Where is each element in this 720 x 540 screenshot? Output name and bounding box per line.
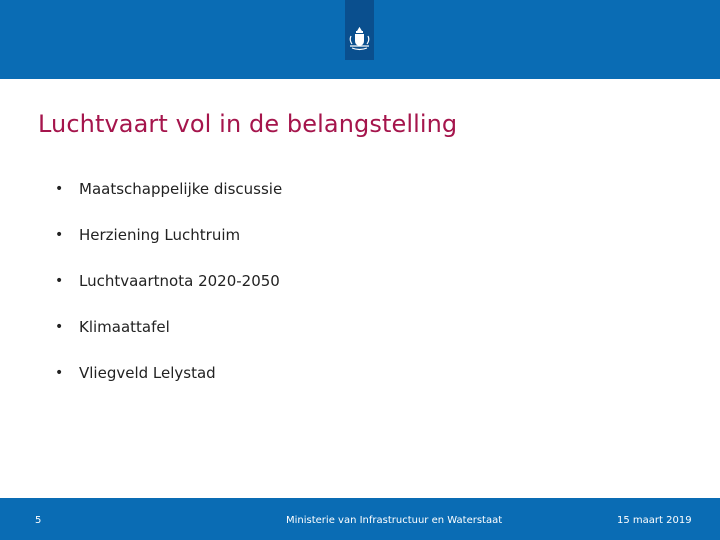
logo-box <box>345 0 374 60</box>
bullet-text: Klimaattafel <box>79 318 170 336</box>
bullet-text: Herziening Luchtruim <box>79 226 241 244</box>
bullet-list <box>55 178 282 408</box>
rijkswapen-icon <box>347 27 372 51</box>
bullet-text: Luchtvaartnota 2020-2050 <box>79 272 280 290</box>
bullet-dot: • <box>55 365 64 381</box>
header-band <box>0 0 720 79</box>
ministry-name: Ministerie van Infrastructuur en Waterstaat <box>286 515 503 526</box>
bullet-item <box>55 316 282 362</box>
slide-title: Luchtvaart vol in de belangstelling <box>38 110 458 138</box>
bullet-dot: • <box>55 319 64 335</box>
footer-bar <box>0 498 720 540</box>
page-number: 5 <box>35 515 42 526</box>
bullet-item <box>55 224 282 270</box>
bullet-item <box>55 178 282 224</box>
bullet-dot: • <box>55 181 64 197</box>
bullet-item <box>55 270 282 316</box>
bullet-dot: • <box>55 227 64 243</box>
bullet-item <box>55 362 282 408</box>
bullet-dot: • <box>55 273 64 289</box>
bullet-text: Maatschappelijke discussie <box>79 180 283 198</box>
slide-date: 15 maart 2019 <box>617 515 692 526</box>
bullet-text: Vliegveld Lelystad <box>79 364 216 382</box>
